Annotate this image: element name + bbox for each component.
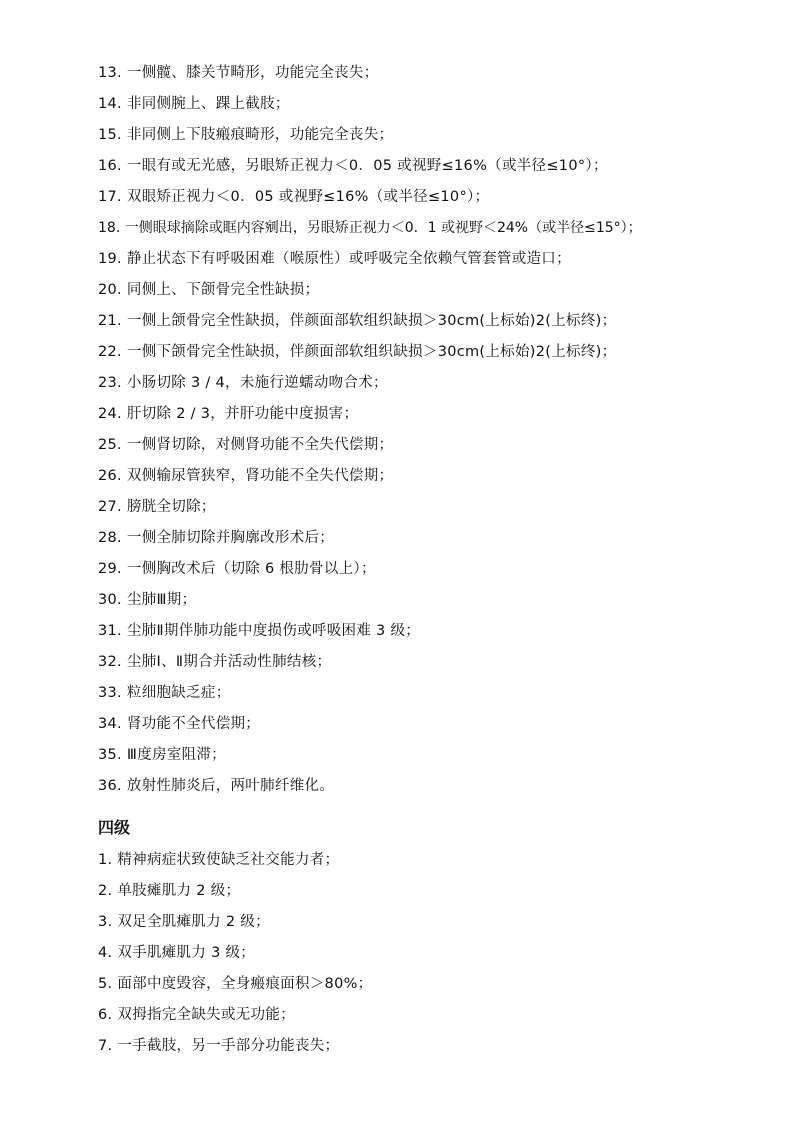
item-text: 同侧上、下颌骨完全性缺损； (126, 282, 320, 298)
item-number: 3. (98, 914, 113, 930)
list-item (98, 248, 778, 279)
item-text: 单肢瘫肌力 2 级； (117, 883, 241, 899)
item-number: 14. (98, 96, 122, 112)
item-text: 膀胱全切除； (126, 499, 216, 515)
item-number: 32. (98, 654, 122, 670)
list-item (98, 911, 778, 942)
list-item (98, 527, 778, 558)
list-item (98, 279, 778, 310)
item-text: 非同侧上下肢瘢痕畸形，功能完全丧失； (126, 127, 394, 143)
item-number: 15. (98, 127, 122, 143)
list-item (98, 713, 778, 744)
list-item (98, 93, 778, 124)
list-item (98, 496, 778, 527)
item-text: 静止状态下有呼吸困难（喉原性）或呼吸完全依赖气管套管或造口； (126, 251, 571, 267)
list-item (98, 217, 778, 248)
item-text: 一侧下颌骨完全性缺损，伴颜面部软组织缺损＞30cm(上标始)2(上标终)； (126, 344, 617, 360)
list-item (98, 465, 778, 496)
list-item (98, 124, 778, 155)
item-number: 29. (98, 561, 122, 577)
list-item (98, 372, 778, 403)
list-item (98, 558, 778, 589)
item-number: 30. (98, 592, 122, 608)
item-number: 24. (98, 406, 122, 422)
item-number: 13. (98, 65, 122, 81)
list-item (98, 1035, 778, 1066)
section-heading: 四级 (98, 818, 131, 837)
list-item (98, 589, 778, 620)
item-number: 34. (98, 716, 122, 732)
item-number: 6. (98, 1007, 113, 1023)
item-text: 一侧胸改术后（切除 6 根肋骨以上）； (126, 561, 376, 577)
list-item (98, 186, 778, 217)
item-text: 双侧输尿管狭窄，肾功能不全失代偿期； (126, 468, 394, 484)
item-number: 19. (98, 251, 122, 267)
level3-list (98, 62, 778, 806)
list-item (98, 942, 778, 973)
item-number: 36. (98, 778, 122, 794)
item-text: 小肠切除 3 / 4，未施行逆蠕动吻合术； (126, 375, 388, 391)
item-text: 一侧肾切除，对侧肾功能不全失代偿期； (126, 437, 394, 453)
item-text: 双拇指完全缺失或无功能； (117, 1007, 295, 1023)
list-item (98, 849, 778, 880)
item-number: 16. (98, 158, 122, 174)
item-number: 22. (98, 344, 122, 360)
item-text: 肾功能不全代偿期； (126, 716, 261, 732)
item-text: 尘肺Ⅲ期； (126, 592, 197, 608)
item-number: 20. (98, 282, 122, 298)
list-item (98, 973, 778, 1004)
list-item (98, 775, 778, 806)
item-number: 23. (98, 375, 122, 391)
list-item (98, 434, 778, 465)
item-number: 2. (98, 883, 113, 899)
item-number: 1. (98, 852, 113, 868)
item-text: 双足全肌瘫肌力 2 级； (117, 914, 270, 930)
list-item (98, 310, 778, 341)
item-text: 一手截肢，另一手部分功能丧失； (117, 1038, 340, 1054)
item-text: 双手肌瘫肌力 3 级； (117, 945, 256, 961)
item-text: 尘肺Ⅱ期伴肺功能中度损伤或呼吸困难 3 级； (126, 623, 421, 639)
list-item (98, 403, 778, 434)
item-number: 21. (98, 313, 122, 329)
list-item (98, 744, 778, 775)
item-number: 26. (98, 468, 122, 484)
list-item (98, 620, 778, 651)
item-text: 一侧上颌骨完全性缺损，伴颜面部软组织缺损＞30cm(上标始)2(上标终)； (126, 313, 617, 329)
item-text: 放射性肺炎后，两叶肺纤维化。 (126, 778, 335, 794)
item-number: 7. (98, 1038, 113, 1054)
item-text: 肝切除 2 / 3，并肝功能中度损害； (126, 406, 359, 422)
item-text: 面部中度毁容，全身瘢痕面积＞80%； (117, 976, 373, 992)
item-number: 28. (98, 530, 122, 546)
item-number: 4. (98, 945, 113, 961)
item-number: 25. (98, 437, 122, 453)
list-item (98, 880, 778, 911)
item-number: 27. (98, 499, 122, 515)
item-text: 粒细胞缺乏症； (126, 685, 231, 701)
item-number: 5. (98, 976, 113, 992)
item-text: Ⅲ度房室阻滞； (126, 747, 226, 763)
list-item (98, 682, 778, 713)
list-item (98, 62, 778, 93)
list-item (98, 341, 778, 372)
item-text: 精神病症状致使缺乏社交能力者； (117, 852, 340, 868)
item-text: 一眼有或无光感，另眼矫正视力＜0．05 或视野≤16%（或半径≤10°）； (126, 158, 608, 174)
item-text: 一侧全肺切除并胸廓改形术后； (126, 530, 335, 546)
item-text: 一侧眼球摘除或眶内容剜出，另眼矫正视力＜0．1 或视野＜24%（或半径≤15°）； (124, 220, 642, 236)
level4-list (98, 849, 778, 1066)
item-number: 31. (98, 623, 122, 639)
item-number: 35. (98, 747, 122, 763)
item-text: 双眼矫正视力＜0．05 或视野≤16%（或半径≤10°）； (126, 189, 490, 205)
item-number: 17. (98, 189, 122, 205)
item-text: 非同侧腕上、踝上截肢； (126, 96, 290, 112)
item-text: 一侧髋、膝关节畸形，功能完全丧失； (126, 65, 379, 81)
item-text: 尘肺Ⅰ、Ⅱ期合并活动性肺结核； (126, 654, 332, 670)
item-number: 18. (98, 220, 121, 236)
list-item (98, 651, 778, 682)
item-number: 33. (98, 685, 122, 701)
list-item (98, 155, 778, 186)
list-item (98, 1004, 778, 1035)
